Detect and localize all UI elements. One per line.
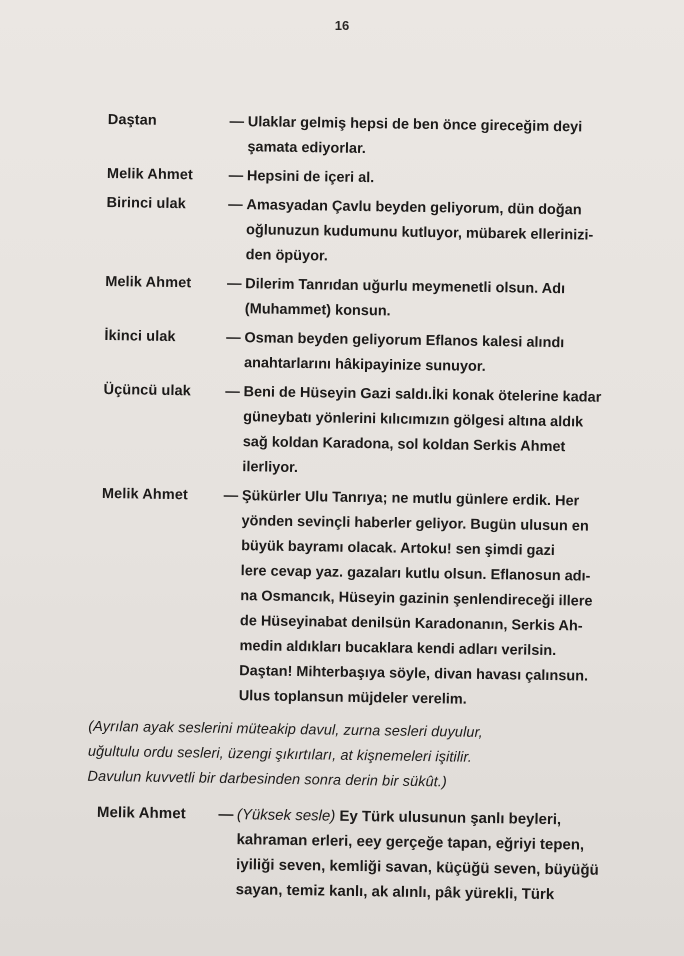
speaker-name: Üçüncü ulak [103, 381, 192, 400]
dialogue-dash: — [226, 275, 242, 293]
speaker-name: Melik Ahmet [106, 165, 194, 184]
dialogue-entry [105, 270, 654, 329]
dialogue-line-rest: Ey Türk ulusunun şanlı beyleri, [335, 807, 562, 829]
speaker-name: Birinci ulak [106, 194, 186, 213]
page-number: 16 [334, 18, 350, 33]
dialogue-text [245, 272, 654, 328]
dialogue-line: Beni de Hüseyin Gazi saldı.İki konak ötelerine kadar [243, 384, 602, 406]
dialogue-text [247, 110, 656, 166]
dialogue-line: Amasyadan Çavlu beyden geliyorum, dün doğan [246, 197, 582, 219]
dialogue-line: medin aldıkları bucaklara kendi adları verilsin. [239, 638, 557, 660]
dialogue-entry [107, 162, 655, 196]
dialogue-text [236, 802, 646, 908]
dialogue-entry [107, 108, 656, 167]
dialogue-text [246, 193, 655, 274]
dialogue-entry [99, 482, 650, 716]
dialogue-text [239, 484, 650, 715]
dialogue-text [247, 164, 655, 195]
dialogue-line: den öpüyor. [245, 247, 328, 265]
dialogue-dash: — [226, 329, 241, 347]
stage-direction-line: (Ayrılan ayak seslerini müteakip davul, zurna sesleri duyulur, [88, 718, 483, 741]
dialogue-line: Daştan! Mihterbaşıya söyle, divan havası çalınsun. [239, 663, 589, 685]
stage-direction [87, 715, 646, 799]
dialogue-entry [96, 800, 646, 909]
stage-direction-line: Davulun kuvvetli bir darbesinden sonra derin bir sükût.) [87, 768, 447, 791]
stage-aside: (Yüksek sesle) [236, 806, 336, 825]
dialogue-line: Osman beyden geliyorum Eflanos kalesi alındı [244, 330, 565, 352]
speaker-name: Melik Ahmet [105, 273, 192, 292]
dialogue-dash: — [218, 805, 234, 824]
dialogue-line: Hepsini de içeri al. [246, 168, 375, 187]
dialogue-line: güneybatı yönlerini kılıcımızın gölgesi altına aldık [243, 409, 584, 431]
speaker-name: İkinci ulak [104, 327, 176, 346]
dialogue-entry [104, 324, 653, 383]
dialogue-line: kahraman erleri, eey gerçeğe tapan, eğriyi tepen, [236, 831, 585, 854]
speaker-name: Melik Ahmet [101, 485, 189, 504]
dialogue-line: sağ koldan Karadona, sol koldan Serkis Ahmet [242, 434, 566, 456]
dialogue-line: lere cevap yaz. gazaları kutlu olsun. Eflanosun adı- [240, 563, 591, 585]
dialogue-dash: — [225, 383, 240, 401]
dialogue-line: yönden sevinçli haberler geliyor. Bugün ulusun en [241, 513, 589, 535]
dialogue-line: iyiliği seven, kemliği savan, küçüğü seven, büyüğü [235, 856, 599, 879]
dialogue-dash: — [228, 196, 243, 214]
stage-direction-line: uğultulu ordu sesleri, üzengi şıkırtıları, at kişnemeleri işitilir. [87, 743, 473, 766]
dialogue-line: Dilerim Tanrıdan uğurlu meymenetli olsun. Adı [245, 276, 566, 298]
dialogue-line: şamata ediyorlar. [247, 139, 367, 158]
dialogue-line: (Muhammet) konsun. [244, 301, 391, 320]
dialogue-entry [106, 191, 655, 275]
dialogue-entry [102, 378, 652, 487]
play-text [87, 108, 655, 913]
dialogue-line: de Hüseyinabat denilsün Karadonanın, Serkis Ah- [239, 613, 583, 635]
dialogue-line: ilerliyor. [242, 459, 299, 477]
dialogue-text [244, 326, 653, 382]
speaker-name: Daştan [107, 111, 157, 129]
dialogue-line: anahtarlarını hâkipayinize sunuyor. [243, 355, 486, 375]
dialogue-text [242, 380, 652, 486]
dialogue-line: sayan, temiz kanlı, ak alınlı, pâk yürekli, Türk [235, 881, 555, 904]
dialogue-dash: — [229, 113, 245, 131]
dialogue-line: oğlunuzun kudumunu kutluyor, mübarek ellerinizi- [245, 222, 594, 244]
dialogue-dash: — [223, 487, 239, 505]
dialogue-line: Ulus toplansun müjdeler verelim. [238, 688, 467, 708]
speaker-name: Melik Ahmet [96, 803, 186, 823]
dialogue-line: Ulaklar gelmiş hepsi de ben önce gireceğim deyi [247, 114, 583, 136]
dialogue-line: büyük bayramı olacak. Artoku! sen şimdi gazi [241, 538, 555, 560]
dialogue-dash: — [228, 167, 244, 185]
dialogue-line: na Osmancık, Hüseyin gazinin şenlendireceği illere [240, 588, 593, 610]
dialogue-line: Şükürler Ulu Tanrıya; ne mutlu günlere erdik. Her [241, 488, 580, 510]
